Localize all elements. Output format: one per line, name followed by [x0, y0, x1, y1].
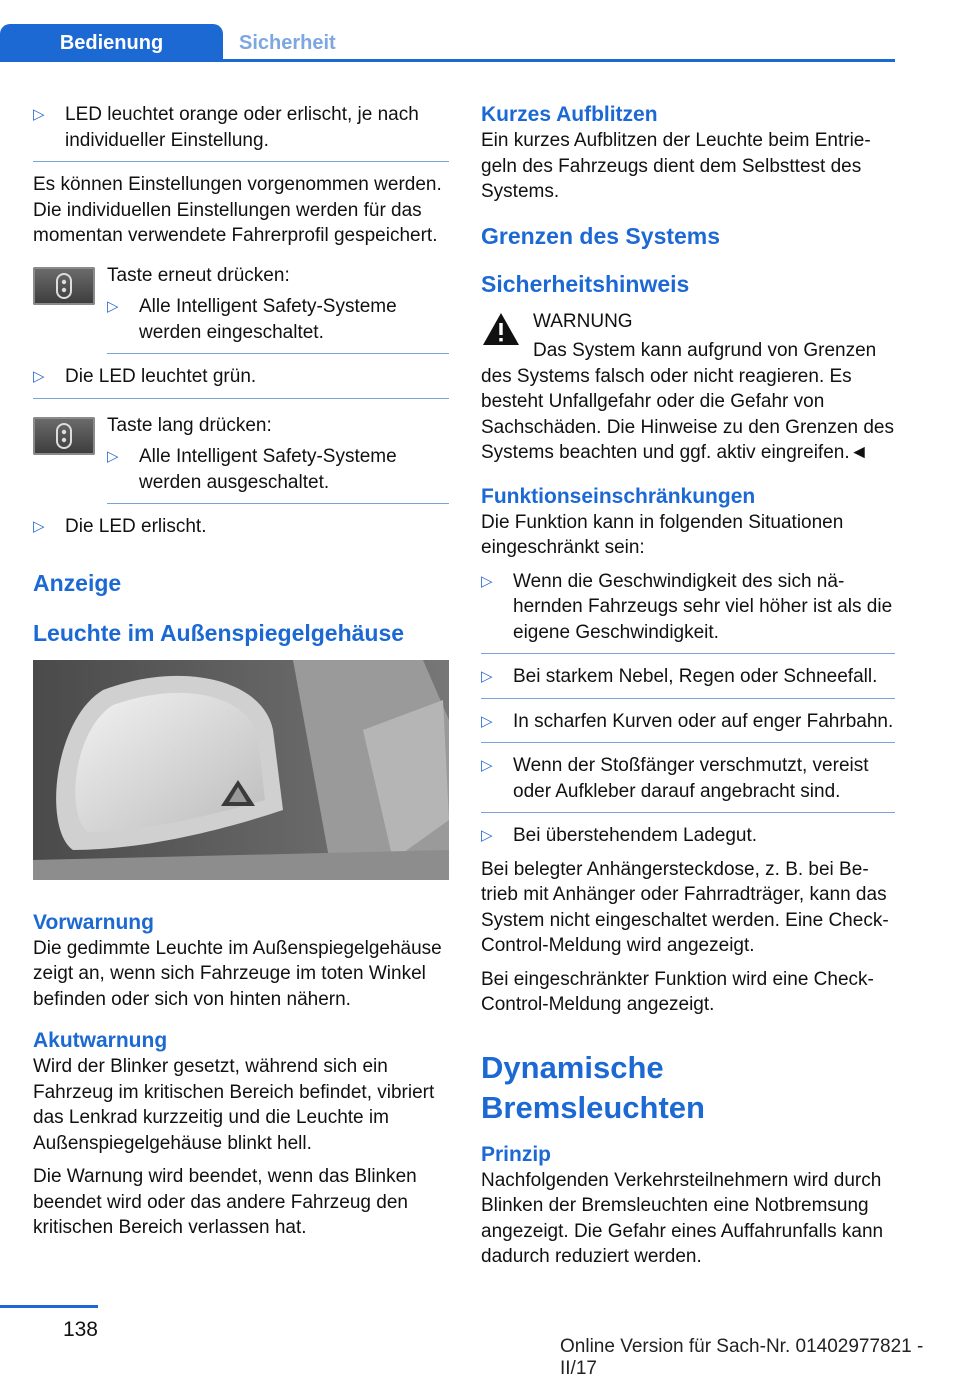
page-number: 138: [62, 1318, 98, 1341]
online-version-note: Online Version für Sach-Nr. 01402977821 - II/17: [560, 1336, 924, 1379]
paragraph: Es können Einstellungen vorgenommen werden. Die individuellen Einstellungen werden für das momentan verwendete Fahrerprofil gespeichert.: [33, 174, 442, 246]
bullet-triangle-icon: ▷: [481, 712, 493, 730]
list-item: ▷ Bei starkem Nebel, Regen oder Schneefall.: [481, 664, 895, 699]
bullet-triangle-icon: ▷: [481, 827, 493, 844]
subsection-heading: Vorwarnung: [33, 910, 154, 934]
footer-rule: [0, 1305, 98, 1308]
left-column: [33, 102, 449, 1249]
list-item: ▷ LED leuchtet orange oder erlischt, je nach individueller Einstellung.: [33, 102, 449, 162]
safety-button-icon: [33, 417, 95, 455]
chapter-tabs: [0, 0, 895, 62]
paragraph: Ein kurzes Aufblitzen der Leuchte beim Entriegeln des Fahrzeugs dient dem Selbsttest des Systems.: [481, 130, 871, 202]
warning-triangle-icon: [481, 311, 521, 347]
list-item: ▷ Die LED leuchtet grün.: [33, 364, 449, 399]
tab-sicherheit[interactable]: Sicherheit: [239, 32, 336, 54]
list-item: ▷ Die LED erlischt.: [33, 514, 449, 540]
subsection-heading: Leuchte im Außenspiegelgehäuse: [33, 619, 405, 646]
paragraph: Bei eingeschränkter Funktion wird eine Check-Control-Meldung angezeigt.: [481, 968, 874, 1015]
safety-button-icon: [33, 267, 95, 305]
subsection-heading: Kurzes Aufblitzen: [481, 103, 658, 126]
list-item: ▷ Bei überstehendem Ladegut.: [481, 823, 895, 849]
tab-bedienung[interactable]: Bedienung: [0, 24, 223, 62]
bullet-triangle-icon: ▷: [33, 518, 45, 535]
button-label: Taste lang drücken:: [107, 414, 272, 436]
bullet-triangle-icon: ▷: [107, 298, 119, 315]
button-instruction-off: [33, 413, 449, 505]
list-item: ▷ Wenn die Geschwindigkeit des sich nähernden Fahrzeugs sehr viel höher ist als die eigene Geschwindigkeit.: [481, 569, 895, 655]
right-column: [481, 102, 895, 1278]
paragraph: Die gedimmte Leuchte im Außenspiegelgehäuse zeigt an, wenn sich Fahrzeuge im toten Winkel befinden oder sich von hinten nähern.: [33, 937, 442, 1010]
warning-box: [481, 309, 895, 335]
bullet-triangle-icon: ▷: [33, 368, 45, 385]
subsection-heading: Prinzip: [481, 1142, 552, 1166]
bullet-triangle-icon: ▷: [107, 448, 119, 465]
bullet-triangle-icon: ▷: [481, 757, 493, 774]
list-item: ▷ Alle Intelligent Safety-Systeme werden eingeschaltet.: [107, 294, 449, 354]
button-instruction-on: [33, 263, 449, 355]
subsection-heading: Sicherheitshinweis: [481, 270, 690, 297]
warning-text: Das System kann aufgrund von Grenzen des Systems falsch oder nicht reagieren. Es besteht Unfallgefahr oder die Gefahr von Sachschäden. Die Hinweise zu den Grenzen des Systems beachten und ggf. aktiv eingreifen.◄: [481, 340, 894, 463]
section-heading: Anzeige: [33, 569, 122, 596]
subsection-heading: Akutwarnung: [33, 1029, 168, 1052]
mirror-photo: [33, 660, 449, 880]
bullet-triangle-icon: ▷: [481, 572, 493, 590]
bullet-triangle-icon: ▷: [481, 668, 493, 685]
button-label: Taste erneut drücken:: [107, 264, 290, 286]
warning-title: WARNUNG: [533, 310, 633, 332]
paragraph: Die Warnung wird beendet, wenn das Blinken beendet wird oder das andere Fahrzeug den kritischen Bereich verlassen hat.: [33, 1166, 417, 1238]
subsection-heading: Funktionseinschränkungen: [481, 484, 756, 508]
list-item: ▷ Wenn der Stoßfänger verschmutzt, vereist oder Aufkleber darauf angebracht sind.: [481, 753, 895, 813]
paragraph: Die Funktion kann in folgenden Situationen eingeschränkt sein:: [481, 511, 844, 558]
paragraph: Bei belegter Anhängersteckdose, z. B. bei Betrieb mit Anhänger oder Fahrradträger, kann das System nicht eingeschaltet werden. Eine Check-Control-Meldung wird angezeigt.: [481, 858, 889, 956]
chapter-heading: Dynamische Bremsleuchten: [481, 1049, 705, 1125]
bullet-triangle-icon: ▷: [33, 106, 45, 123]
list-item: ▷ In scharfen Kurven oder auf enger Fahrbahn.: [481, 709, 895, 744]
paragraph: Nachfolgenden Verkehrsteilnehmern wird durch Blinken der Bremsleuchten eine Notbremsung angezeigt. Die Gefahr eines Auffahrunfalls kann dadurch reduziert werden.: [481, 1169, 884, 1267]
section-heading: Grenzen des Systems: [481, 222, 721, 249]
list-item: ▷ Alle Intelligent Safety-Systeme werden ausgeschaltet.: [107, 444, 449, 504]
paragraph: Wird der Blinker gesetzt, während sich ein Fahrzeug im kritischen Bereich befindet, vibriert das Lenkrad kurzzeitig und die Leuchte im Außenspiegelgehäuse blinkt hell.: [33, 1056, 435, 1154]
